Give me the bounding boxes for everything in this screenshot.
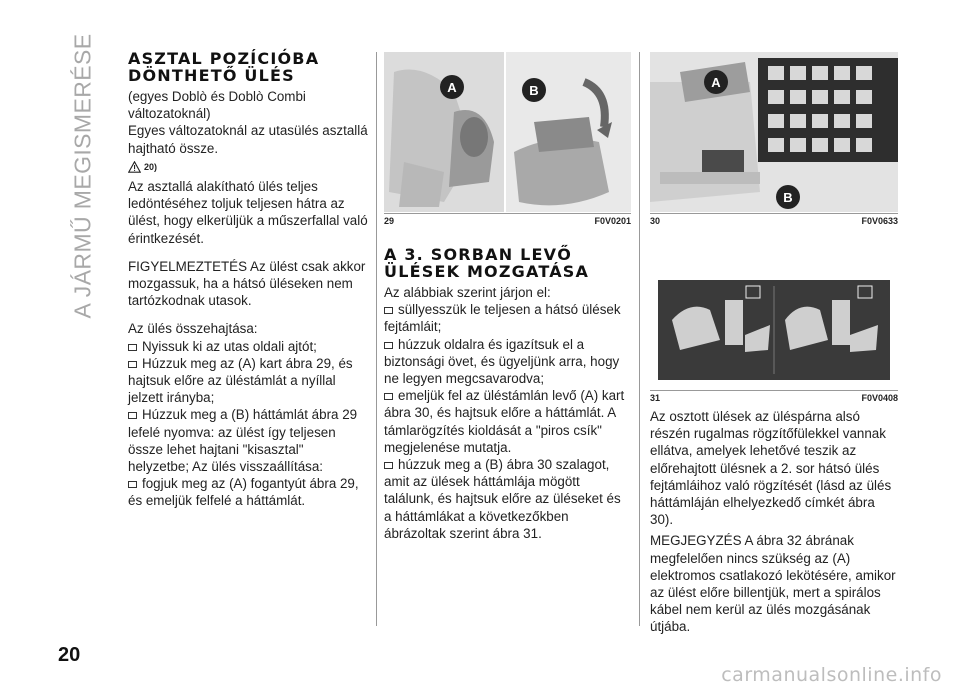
figure-caption	[384, 216, 631, 226]
list-item	[128, 475, 368, 509]
paragraph: FIGYELMEZTETÉS Az ülést csak akkor mozgassuk, ha a hátsó üléseken nem tartózkodnak utasok.	[128, 258, 366, 309]
figure-31-folding-seat-illustration	[650, 240, 898, 388]
callout-b-label: B	[783, 190, 793, 205]
page-number: 20	[58, 644, 81, 666]
list-item-text: húzzuk meg a (B) ábra 30 szalagot, amit az ülések háttámlája mögött találunk, és hajtsuk előre az üléseket és a háttámlákat a következőkben ábrázoltak szerint ábra 31.	[384, 457, 621, 541]
paragraph: Az alábbiak szerint járjon el:	[384, 285, 551, 300]
list-item	[384, 387, 630, 456]
checkbox-bullet-icon	[128, 361, 137, 368]
checkbox-bullet-icon	[384, 307, 393, 314]
paragraph: Az ülés összehajtása:	[128, 321, 258, 337]
list-item	[128, 355, 368, 407]
checkbox-bullet-icon	[384, 342, 393, 349]
checkbox-bullet-icon	[384, 393, 393, 400]
list-item-text: Húzzuk meg a (B) háttámlát ábra 29 lefelé nyomva: az ülést így teljesen össze lehet hajtani "kisasztal" helyzetbe; Az ülés visszaállítása:	[128, 407, 358, 475]
figure-caption	[650, 216, 898, 226]
caption-rule	[650, 390, 898, 391]
watermark: carmanualsonline.info	[721, 664, 942, 686]
checkbox-bullet-icon	[128, 412, 137, 419]
checkbox-bullet-icon	[384, 462, 393, 469]
list-item-text: Húzzuk meg az (A) kart ábra 29, és hajtsuk előre az üléstámlát a nyíllal jelzett irányba;	[128, 355, 353, 406]
figure-caption	[650, 393, 898, 403]
section-heading-table-seat: ASZTAL POZÍCIÓBA DÖNTHETŐ ÜLÉS	[128, 49, 320, 85]
list-item-text: húzzuk oldalra és igazítsuk el a biztonsági övet, és ügyeljünk arra, hogy ne legyen megcsavarodva;	[384, 336, 620, 387]
callout-a-label: A	[711, 75, 721, 90]
column-1	[128, 50, 368, 510]
figure-code: F0V0633	[861, 216, 898, 226]
list-item	[128, 338, 368, 355]
caption-rule	[650, 213, 898, 214]
paragraph: Egyes változatoknál az utasülés asztallá hajtható össze.	[128, 123, 368, 156]
column-3	[650, 408, 898, 636]
side-title	[58, 33, 108, 319]
paragraph: Az osztott ülések az üléspárna alsó részén rugalmas rögzítőfülekkel vannak ellátva, amelyek lehetővé teszik az előrehajtott ülésnek a 2. sor hátsó ülés fejtámláihoz való rögzítését (lásd az ülés háttámláján elhelyezkedő címkét ábra 30).	[650, 409, 892, 528]
paragraph: MEGJEGYZÉS A ábra 32 ábrának megfelelően nincs szükség az (A) elektromos csatlakozó lekötésére, amikor az ülést előre billentjük, mert a spirálos kábel nem kerül az ülés mozgásának útjába.	[650, 533, 896, 635]
paragraph: Az asztallá alakítható ülés teljes ledöntéséhez toljuk teljesen hátra az ülést, hogy elkerüljük a műszerfallal való érintkezését.	[128, 179, 368, 246]
figure-number: 30	[650, 216, 661, 226]
figure-29-seat-illustration	[384, 52, 631, 212]
list-item-text: Nyissuk ki az utas oldali ajtót;	[142, 338, 317, 354]
section-heading-third-row: A 3. SORBAN LEVŐ ÜLÉSEK MOZGATÁSA	[384, 245, 590, 281]
list-item	[384, 301, 630, 335]
figure-code: F0V0201	[594, 216, 631, 226]
list-item	[384, 456, 630, 542]
list-item	[384, 336, 630, 388]
callout-a-label: A	[447, 80, 457, 95]
figure-code: F0V0408	[861, 393, 898, 403]
checkbox-bullet-icon	[128, 344, 137, 351]
checkbox-bullet-icon	[128, 481, 137, 488]
caption-rule	[384, 213, 631, 214]
list-item-text: emeljük fel az üléstámlán levő (A) kart ábra 30, és hajtsuk előre a háttámlát. A támlarögzítés kioldását a "piros csík" megjelenése mutatja.	[384, 388, 625, 455]
warning-icon	[128, 161, 141, 173]
side-title-text: A JÁRMŰ MEGISMERÉSE	[69, 33, 96, 319]
list-item-text: fogjuk meg az (A) fogantyút ábra 29, és emeljük felfelé a háttámlát.	[128, 476, 359, 509]
figure-number: 31	[650, 393, 661, 403]
warning-note	[128, 159, 368, 176]
callout-b-label: B	[529, 83, 539, 98]
warning-ref: 20)	[144, 161, 158, 172]
column-divider	[639, 52, 640, 626]
list-item	[128, 406, 368, 475]
figure-number: 29	[384, 216, 395, 226]
figure-30-seat-label-illustration	[650, 52, 898, 212]
column-2	[384, 246, 630, 542]
paragraph: (egyes Doblò és Doblò Combi változatoknál)	[128, 89, 306, 122]
list-item-text: süllyesszük le teljesen a hátsó ülések fejtámláit;	[384, 302, 621, 335]
column-divider	[376, 52, 377, 626]
